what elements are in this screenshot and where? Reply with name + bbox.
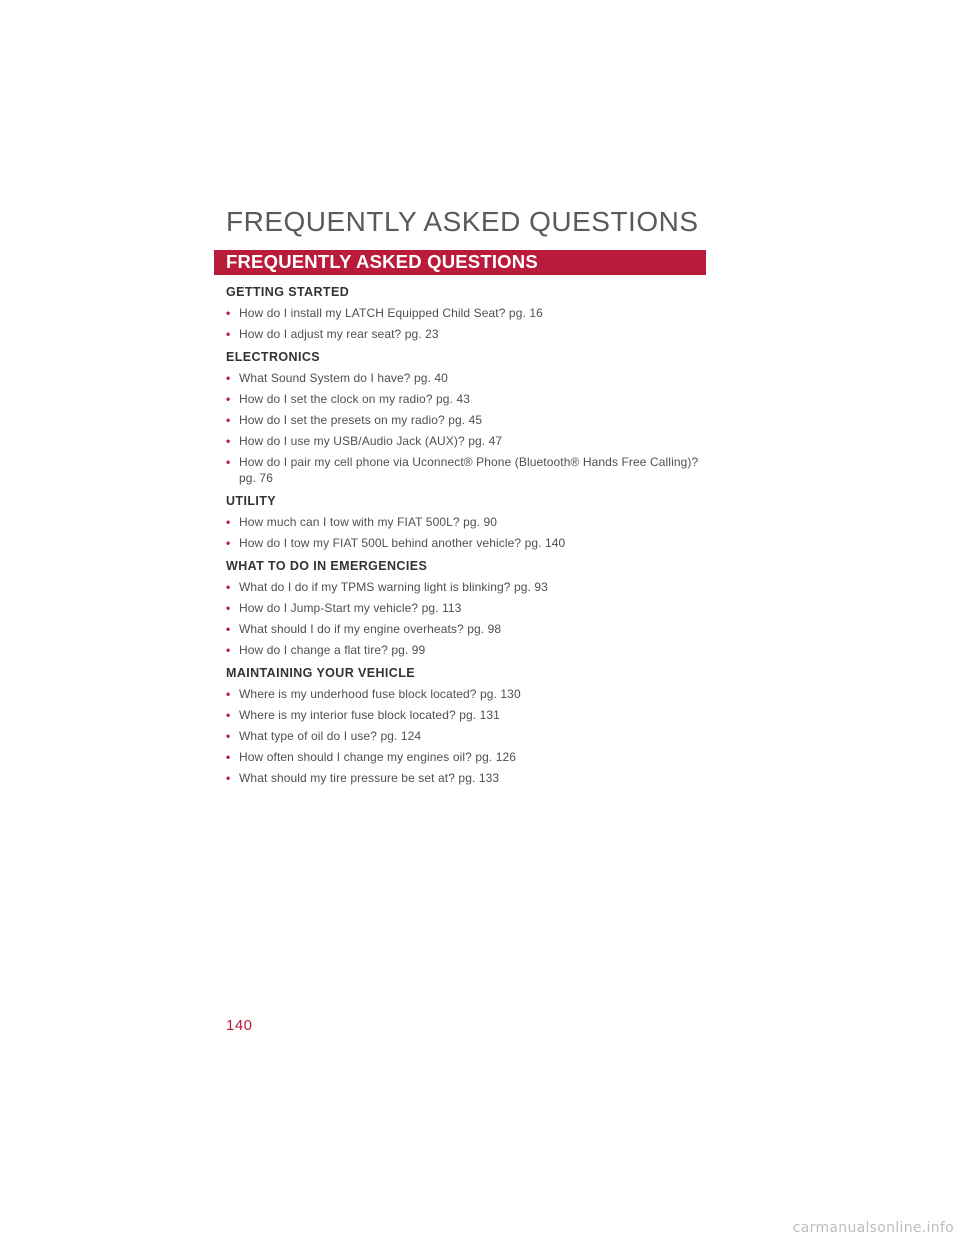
faq-group-heading: WHAT TO DO IN EMERGENCIES bbox=[226, 559, 428, 573]
faq-item-text: How do I Jump-Start my vehicle? pg. 113 bbox=[239, 601, 462, 615]
bullet-icon: • bbox=[226, 434, 231, 448]
bullet-icon: • bbox=[226, 515, 231, 529]
faq-item bbox=[226, 305, 706, 321]
faq-item-text: How often should I change my engines oil? pg. 126 bbox=[239, 750, 517, 764]
faq-item bbox=[226, 728, 706, 744]
faq-item-text: How do I tow my FIAT 500L behind another vehicle? pg. 140 bbox=[239, 536, 566, 550]
faq-item bbox=[226, 391, 706, 407]
faq-group-heading: UTILITY bbox=[226, 494, 277, 508]
faq-item bbox=[226, 454, 706, 486]
faq-item-text: How do I adjust my rear seat? pg. 23 bbox=[239, 327, 439, 341]
bullet-icon: • bbox=[226, 455, 231, 469]
faq-item-text: How do I set the clock on my radio? pg. 43 bbox=[239, 392, 470, 406]
faq-group-emergencies bbox=[226, 558, 706, 658]
faq-item bbox=[226, 642, 706, 658]
faq-item bbox=[226, 600, 706, 616]
faq-item bbox=[226, 749, 706, 765]
faq-item-text: What type of oil do I use? pg. 124 bbox=[239, 729, 422, 743]
faq-item-text: How do I change a flat tire? pg. 99 bbox=[239, 643, 426, 657]
faq-item-text: Where is my underhood fuse block located? pg. 130 bbox=[239, 687, 521, 701]
bullet-icon: • bbox=[226, 622, 231, 636]
bullet-icon: • bbox=[226, 771, 231, 785]
watermark: carmanualsonline.info bbox=[792, 1220, 954, 1236]
faq-item bbox=[226, 621, 706, 637]
bullet-icon: • bbox=[226, 306, 231, 320]
bullet-icon: • bbox=[226, 392, 231, 406]
faq-item bbox=[226, 412, 706, 428]
faq-item-text: How do I set the presets on my radio? pg. 45 bbox=[239, 413, 483, 427]
bullet-icon: • bbox=[226, 536, 231, 550]
faq-content bbox=[226, 284, 706, 791]
faq-group-heading: GETTING STARTED bbox=[226, 285, 350, 299]
running-head: FREQUENTLY ASKED QUESTIONS bbox=[226, 206, 699, 237]
bullet-icon: • bbox=[226, 708, 231, 722]
faq-item bbox=[226, 579, 706, 595]
faq-item bbox=[226, 770, 706, 786]
faq-item bbox=[226, 326, 706, 342]
faq-group-utility bbox=[226, 493, 706, 551]
faq-item-text: Where is my interior fuse block located? pg. 131 bbox=[239, 708, 500, 722]
faq-group-maintaining bbox=[226, 665, 706, 786]
bullet-icon: • bbox=[226, 580, 231, 594]
faq-group-heading: MAINTAINING YOUR VEHICLE bbox=[226, 666, 416, 680]
faq-item-text: What Sound System do I have? pg. 40 bbox=[239, 371, 448, 385]
bullet-icon: • bbox=[226, 327, 231, 341]
section-title: FREQUENTLY ASKED QUESTIONS bbox=[226, 251, 538, 272]
bullet-icon: • bbox=[226, 601, 231, 615]
section-header-bar bbox=[214, 250, 706, 275]
bullet-icon: • bbox=[226, 643, 231, 657]
page-number: 140 bbox=[226, 1017, 253, 1034]
bullet-icon: • bbox=[226, 750, 231, 764]
faq-item-text: How do I install my LATCH Equipped Child Seat? pg. 16 bbox=[239, 306, 543, 320]
faq-group-heading: ELECTRONICS bbox=[226, 350, 320, 364]
faq-item bbox=[226, 535, 706, 551]
faq-item bbox=[226, 686, 706, 702]
faq-group-getting-started bbox=[226, 284, 706, 342]
bullet-icon: • bbox=[226, 413, 231, 427]
faq-item-text: What should I do if my engine overheats? pg. 98 bbox=[239, 622, 502, 636]
faq-item-text: How do I use my USB/Audio Jack (AUX)? pg. 47 bbox=[239, 434, 503, 448]
faq-item-text: What should my tire pressure be set at? pg. 133 bbox=[239, 771, 500, 785]
faq-item-text: How do I pair my cell phone via Uconnect® Phone (Bluetooth® Hands Free Calling)? pg. 76 bbox=[239, 455, 699, 485]
faq-item bbox=[226, 370, 706, 386]
faq-item bbox=[226, 514, 706, 530]
faq-group-electronics bbox=[226, 349, 706, 486]
bullet-icon: • bbox=[226, 729, 231, 743]
bullet-icon: • bbox=[226, 687, 231, 701]
faq-item-text: What do I do if my TPMS warning light is blinking? pg. 93 bbox=[239, 580, 548, 594]
bullet-icon: • bbox=[226, 371, 231, 385]
faq-item bbox=[226, 433, 706, 449]
faq-item-text: How much can I tow with my FIAT 500L? pg. 90 bbox=[239, 515, 498, 529]
faq-item bbox=[226, 707, 706, 723]
